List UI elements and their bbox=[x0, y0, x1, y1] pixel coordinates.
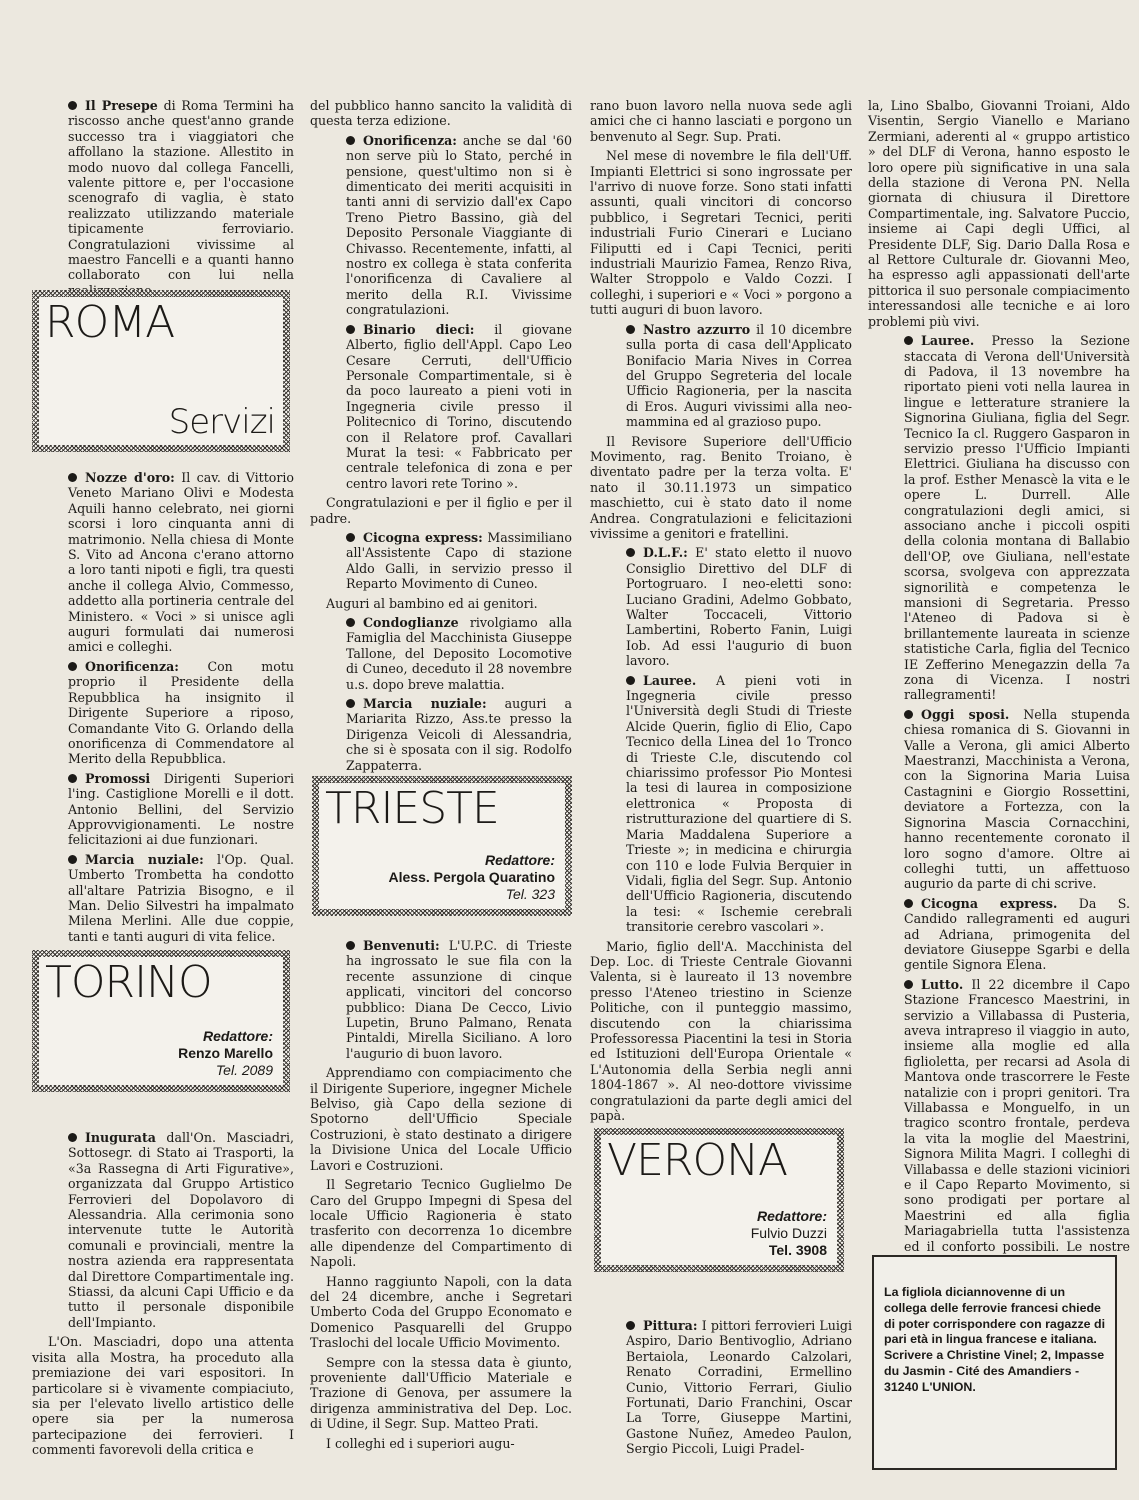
article-paragraph: Il Revisore Superiore dell'Ufficio Movimento, rag. Benito Troiano, è diventato padre per la terza volta. E' nato il 30.11.1973 un simpatico maschietto, cui è stato dato il nome Andrea. Congratulazioni e felicitazioni vivissime a genitori e fratellini. bbox=[590, 433, 852, 541]
column-3-b bbox=[590, 1318, 852, 1461]
article-promossi: Promossi Dirigenti Superiori l'ing. Castiglione Morelli e il dott. Antonio Bellini, del Servizio Approvvigionamenti. Le nostre felicitazioni ai due funzionari. bbox=[68, 770, 294, 848]
bullet-icon bbox=[346, 618, 355, 627]
article-paragraph: L'On. Masciadri, dopo una attenta visita alla Mostra, ha proceduto alla premiazione dei vari espositori. In particolare si è vivamente compiaciuto, sia per l'elevato livello artistico delle opere sia per la numerosa partecipazione dei ferrovieri. I commenti favorevoli della critica e bbox=[32, 1334, 294, 1458]
bullet-icon bbox=[68, 774, 77, 783]
trieste-box bbox=[312, 776, 572, 916]
article-marcia-nuziale-2: Marcia nuziale: auguri a Mariarita Rizzo, Ass.te presso la Dirigenza Veicoli di Alessandria, che si è sposata con il sig. Rodolfo Zappaterra. bbox=[346, 696, 572, 773]
article-binario-dieci: Binario dieci: il giovane Alberto, figlio dell'Appl. Capo Leo Cesare Cerruti, dell'Ufficio Personale Compartimentale, si è da poco laureato a pieni voti in Ingegneria civile presso il Politecnico di Torino, discutendo con il Relatore prof. Cavallari Murat la tesi: « Fabbricato per centrale telefonica di zona e per centro lavori rete Torino ». bbox=[346, 321, 573, 491]
bullet-icon bbox=[68, 1133, 77, 1142]
bullet-icon bbox=[626, 1321, 635, 1330]
pen-pal-notice: La figliola diciannovenne di un collega delle ferrovie francesi chiede di poter corrispondere con ragazze di pari età in lingua francese e italiana. Scrivere a Christine Vinel; 2, Impasse du Jasmin - Cité des Amandiers - 31240 L'UNION. bbox=[872, 1255, 1117, 1470]
box-title: TRIESTE bbox=[325, 783, 499, 834]
roma-servizi-box bbox=[32, 290, 290, 452]
article-presepe: Il Presepe di Roma Termini ha riscosso anche quest'anno grande successo tra i viaggiatori che affollano la stazione. Allestito in modo nuovo dal collega Fancelli, valente pittore e, per l'occasione scenografo di vaglia, è stato realizzato utilizzando materiale tipicamente ferroviario. Congratulazioni vivissime al maestro Fancelli e a quanti hanno collaborato con lui nella bbox=[68, 98, 294, 283]
column-1-b bbox=[32, 470, 294, 948]
bullet-icon bbox=[904, 710, 913, 719]
article-lutto: Lutto. Il 22 dicembre il Capo Stazione Francesco Maestrini, in servizio a Villabassa di Pusteria, aveva intrapreso il viaggio in auto, insieme alla moglie ed alla figlioletta, per recarsi ad Asola di Mantova onde trascorrere le Feste natalizie con i propri genitori. Tra Villabassa e Monguelfo, in un tragico scontro frontale, perdeva la vita la moglie del Maestrini, Signora Milita Magri. I colleghi di Villabassa e delle stazioni viciniori e il Capo Reparto Movimento, si sono prodigati per portare al Maestrini ed alla figlia Mariagabriella tutta l'assistenza ed il conforto possibili. Le nostre bbox=[904, 976, 1130, 1254]
column-2 bbox=[310, 98, 572, 777]
article-oggi-sposi: Oggi sposi. Nella stupenda chiesa romanica di S. Giovanni in Valle a Verona, gli amici Alberto Maestranzi, Macchinista a Verona, con la Signorina Maria Luisa Castagnini e Giorgio Rossettini, deviatore a Fortezza, con la Signorina Mascia Cornacchini, hanno recentemente coronato il loro sogno d'amore. Oltre ai colleghi tutti, un affettuoso augurio da parte di chi scrive. bbox=[904, 706, 1130, 892]
column-2-b bbox=[310, 938, 572, 1455]
article-lauree: Lauree. A pieni voti in Ingegneria civile presso l'Università degli Studi di Trieste Alcide Querin, figlio di Elio, Capo Tecnico della Linea del 1o Tronco di Trieste C.le, discutendo col chiarissimo professor Pio Montesi la tesi di laurea in composizione elettronica « Proposta di ristrutturazione del quartiere di S. Maria Maddalena Superiore a Trieste »; in medicina e chirurgia con 110 e lode Fulvia Berquier in Vidali, figlia del Segr. Sup. Antonio dell'Ufficio Ragioneria, discutendo la tesi: « Ischemie cerebrali transitorie cerebro vascolari ». bbox=[626, 672, 852, 935]
bullet-icon bbox=[904, 336, 913, 345]
article-paragraph: Il Segretario Tecnico Guglielmo De Caro del Gruppo Impegni di Spesa del locale Ufficio Ragioneria è stato trasferito con decorrenza 1o dicembre alle dipendenze del Compartimento di Napoli. bbox=[310, 1177, 572, 1270]
article-nozze: Nozze d'oro: Il cav. di Vittorio Veneto Mariano Olivi e Modesta Aquili hanno celebrato, nei giorni scorsi i loro cinquanta anni di matrimonio. Nella chiesa di Monte S. Vito ad Ancona c'erano attorno a loro tanti nipoti e figli, tra questi anche il collega Alvio, Commesso, addetto alla portineria centrale del Ministero. « Voci » si unisce agli auguri formulati dai numerosi amici e colleghi. bbox=[68, 470, 294, 655]
article-onorificenza: Onorificenza: Con motu proprio il Presidente della Repubblica ha insignito il Dirigente Superiore a riposo, Comandante Vito G. Orlando della onorificenza di Commendatore al Merito della Repubblica. bbox=[68, 658, 294, 767]
article-condoglianze: Condoglianze rivolgiamo alla Famiglia del Macchinista Giuseppe Tallone, del Deposito Locomotive di Cuneo, deceduto il 28 novembre u.s. dopo breve malattia. bbox=[346, 615, 572, 692]
column-4 bbox=[868, 98, 1130, 1273]
editor-credit: Redattore: Fulvio Duzzi Tel. 3908 bbox=[750, 1208, 827, 1258]
bullet-icon bbox=[68, 662, 77, 671]
article-dlf: D.L.F.: E' stato eletto il nuovo Consiglio Direttivo del DLF di Portogruaro. I neo-eletti sono: Luciano Gradini, Adelmo Gobbato, Walter Toccaceli, Vittorio Lambertini, Roberto Fanin, Luigi Iob. Ad essi l'augurio di buon lavoro. bbox=[626, 545, 852, 669]
bullet-icon bbox=[346, 136, 355, 145]
article-paragraph: Apprendiamo con compiacimento che il Dirigente Superiore, ingegner Michele Belviso, già Capo della sezione di Spotorno dell'Ufficio Speciale Costruzioni, è stato destinato a dirigere la Divisione Unica del Locale Ufficio Lavori e Costruzioni. bbox=[310, 1065, 572, 1173]
box-title: ROMA bbox=[45, 297, 175, 348]
article-pittura: Pittura: I pittori ferrovieri Luigi Aspiro, Dario Bentivoglio, Adriano Bertaiola, Leonardo Calzolari, Renato Corradini, Ermellino Cunio, Vittorio Ferrari, Giulio Fortunati, Dario Franchini, Oscar La Torre, Giuseppe Martini, Gastone Nuñez, Amedeo Paulon, Sergio Piccoli, Luigi Pradel- bbox=[626, 1318, 852, 1457]
article-cicogna: Cicogna express: Massimiliano all'Assistente Capo di stazione Aldo Galli, in servizio presso il Reparto Movimento di Cuneo. bbox=[346, 529, 572, 592]
article-onorificenza-2: Onorificenza: anche se dal '60 non serve più lo Stato, perché in pensione, quest'ultimo non si è dimenticato dei meriti acquisiti in tanti anni di servizio dall'ex Capo Treno Pietro Bassino, già del Deposito Personale Viaggiante di Chivasso. Recentemente, infatti, al nostro ex collega è stata conferita l'onorificenza di Cavaliere al merito della R.I. Vivissime congratulazioni. bbox=[346, 132, 572, 318]
bullet-icon bbox=[68, 855, 77, 864]
box-title: VERONA bbox=[607, 1135, 788, 1186]
article-paragraph: rano buon lavoro nella nuova sede agli amici che ci hanno lasciati e porgono un benvenuto al Segr. Sup. Prati. bbox=[590, 98, 852, 144]
torino-box bbox=[32, 950, 290, 1092]
bullet-icon bbox=[346, 941, 355, 950]
article-nastro-azzurro: Nastro azzurro il 10 dicembre sulla porta di casa dell'Applicato Bonifacio Maria Nives in Correa del Gruppo Segreteria del locale Ufficio Ragioneria, per la nascita di Eros. Auguri vivissimi alla neo-mammina ed al grazioso pupo. bbox=[626, 321, 852, 430]
column-1 bbox=[32, 98, 294, 302]
bullet-icon bbox=[68, 473, 77, 482]
box-title: TORINO bbox=[45, 957, 212, 1008]
article-paragraph: Congratulazioni e per il figlio e per il padre. bbox=[310, 495, 572, 526]
verona-box bbox=[594, 1128, 844, 1272]
article-lauree-verona: Lauree. Presso la Sezione staccata di Verona dell'Università di Padova, il 13 novembre ha riportato pieni voti nella laurea in lingue e letterature straniere la Signorina Giuliana, figlia del Segr. Tecnico Ia cl. Ruggero Gasparon in servizio presso l'Ufficio Impianti Elettrici. Giuliana ha discusso con la prof. Esther Menascè la vita e le opere L. Durrell. Alle congratulazioni degli amici, si associano anche i piccoli ospiti della colonia montana di Ballabio dell'OP, ove Giuliana, nell'estate scorsa, svolgeva con apprezzata signorilità e competenza le mansioni di Segretaria. Presso l'Ateneo di Padova si è brillantemente laureata in scienze statistiche Carla, figlia del Tecnico IE Zefferino Menegazzin della 7a zona di Vicenza. I nostri rallegramenti! bbox=[904, 333, 1130, 703]
article-paragraph: Sempre con la stessa data è giunto, proveniente dall'Ufficio Materiale e Trazione di Genova, per assumere la dirigenza amministrativa del Dep. Loc. di Udine, il Segr. Sup. Matteo Prati. bbox=[310, 1354, 572, 1432]
bullet-icon bbox=[346, 533, 355, 542]
bullet-icon bbox=[626, 548, 635, 557]
bullet-icon bbox=[626, 676, 635, 685]
editor-credit: Redattore: Renzo Marello Tel. 2089 bbox=[178, 1028, 273, 1078]
article-marcia-nuziale: Marcia nuziale: l'Op. Qual. Umberto Trombetta ha condotto all'altare Patrizia Bisogno, e il Man. Delio Silvestri ha impalmato Milena Merlini. Alle due coppie, tanti e tanti auguri di vita felice. bbox=[68, 851, 294, 944]
column-3 bbox=[590, 98, 852, 1127]
article-benvenuti: Benvenuti: L'U.P.C. di Trieste ha ingrossato le sue fila con la recente assunzione di cinque applicati, vincitori del concorso pubblico: Diana De Cecco, Livio Lupetin, Bruno Palmano, Renata Pintaldi, Mirella Siciliano. A loro l'augurio di buon lavoro. bbox=[346, 938, 572, 1061]
bullet-icon bbox=[626, 325, 635, 334]
editor-credit: Redattore: Aless. Pergola Quaratino Tel. 323 bbox=[388, 852, 555, 902]
article-paragraph: la, Lino Sbalbo, Giovanni Troiani, Aldo Visentin, Sergio Vianello e Mariano Zermiani, aderenti al « gruppo artistico » del DLF di Verona, hanno esposto le loro opere più significative in una sala della stazione di Verona PN. Nella giornata di chiusura il Direttore Compartimentale, ing. Salvatore Puccio, insieme ai Capi degli Uffici, al Presidente DLF, Sig. Dario Dalla Rosa e al Rettore Culturale dr. Giovanni Meo, ha espresso agli appassionati dell'arte pittorica il suo personale compiacimento interessandosi alle tecniche e ai loro problemi più vivi. bbox=[868, 98, 1130, 329]
bullet-icon bbox=[346, 699, 355, 708]
article-paragraph: Hanno raggiunto Napoli, con la data del 24 dicembre, anche i Segretari Umberto Coda del Gruppo Economato e Domenico Pasquarelli del Gruppo Traslochi del locale Ufficio Movimento. bbox=[310, 1273, 572, 1351]
box-subtitle: Servizi bbox=[168, 402, 275, 442]
article-paragraph: del pubblico hanno sancito la validità di questa terza edizione. bbox=[310, 98, 572, 129]
column-1-c bbox=[32, 1130, 294, 1462]
bullet-icon bbox=[904, 980, 913, 989]
article-paragraph: I colleghi ed i superiori augu- bbox=[326, 1435, 515, 1451]
bullet-icon bbox=[346, 325, 355, 334]
bullet-icon bbox=[904, 899, 913, 908]
article-inaugurata: Inugurata dall'On. Masciadri, Sottosegr. di Stato ai Trasporti, la «3a Rassegna di Arti Figurative», organizzata dal Gruppo Artistico Ferrovieri del Dopolavoro di Alessandria. Alla cerimonia sono intervenute tutte le Autorità comunali e provinciali, mentre la nostra azienda era rappresentata dal Direttore Compartimentale ing. Stiassi, da alcuni Capi Ufficio e da tutto il personale disponibile dell'Impianto. bbox=[68, 1130, 294, 1330]
bullet-icon bbox=[68, 101, 77, 110]
article-paragraph: Mario, figlio dell'A. Macchinista del Dep. Loc. di Trieste Centrale Giovanni Valenta, si è laureato il 13 novembre presso l'Ateneo triestino in Scienze Politiche, con il punteggio massimo, discutendo con la chiarissima Professoressa Piacentini la tesi in Storia ed Istituzioni dell'Europa Orientale « L'Autonomia della Serbia negli anni 1804-1867 ». Al neo-dottore vivissime congratulazioni da parte degli amici del papà. bbox=[590, 938, 852, 1123]
article-paragraph: Auguri al bambino ed ai genitori. bbox=[326, 595, 538, 611]
article-paragraph: Nel mese di novembre le fila dell'Uff. Impianti Elettrici si sono ingrossate per l'arrivo di nuove forze. Sono stati infatti assunti, quali vincitori di concorso pubblico, i Segretari Tecnici, periti industriali Furio Cinerari e Luciano Filiputti ed i Capi Tecnici, periti industriali Maurizio Famea, Renzo Riva, Walter Stroppolo e Valdo Cozzi. I colleghi, i superiori e « Voci » porgono a tutti auguri di buon lavoro. bbox=[590, 148, 852, 318]
article-cicogna-2: Cicogna express. Da S. Candido rallegramenti ed auguri ad Adriana, primogenita del deviatore Giuseppe Sgarbi e della gentile Signora Elena. bbox=[904, 895, 1130, 973]
